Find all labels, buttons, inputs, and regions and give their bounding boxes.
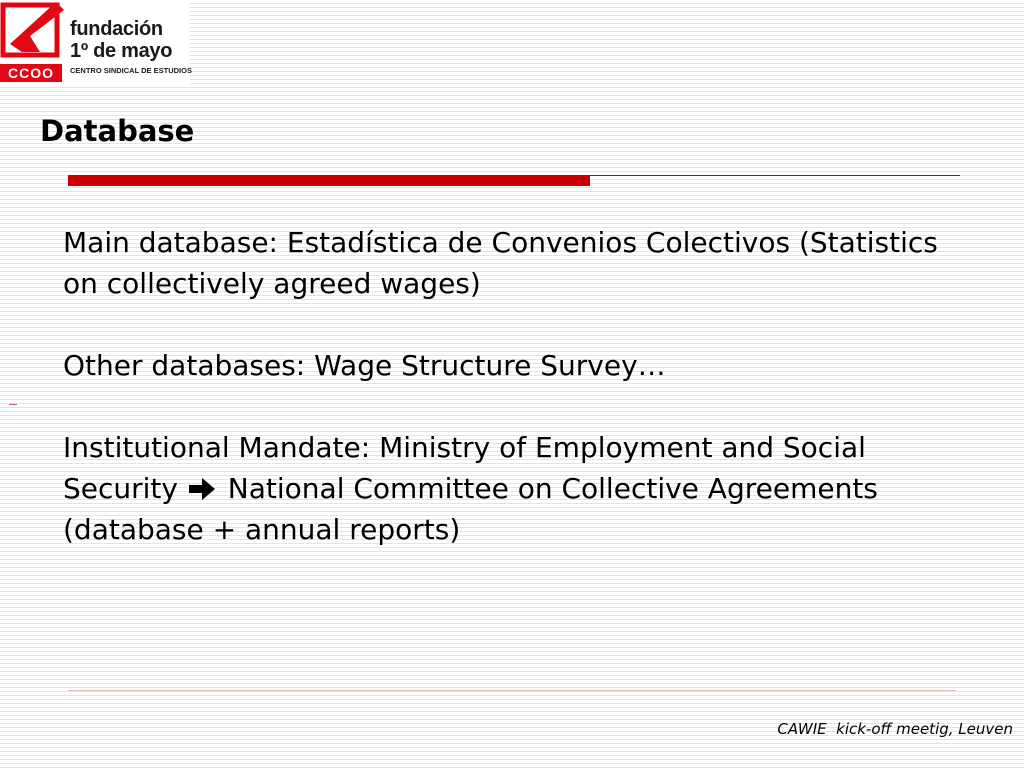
logo-line-2: 1º de mayo bbox=[70, 40, 173, 62]
title-accent-bar bbox=[68, 175, 590, 186]
arrow-right-icon bbox=[189, 478, 215, 500]
side-marker bbox=[9, 404, 17, 405]
paragraph-main-database: Main database: Estadística de Convenios Colectivos (Statistics on collectively agreed wages) bbox=[63, 226, 938, 300]
paragraph-other-databases: Other databases: Wage Structure Survey… bbox=[63, 349, 666, 382]
mandate-text-before: Institutional Mandate: Ministry of Employment and Social Security bbox=[63, 431, 866, 505]
footer-caption: CAWIE kick-off meetig, Leuven bbox=[777, 720, 1013, 738]
footer-divider-line bbox=[68, 690, 956, 691]
slide-title: Database bbox=[40, 114, 195, 148]
ccoo-logo-mark bbox=[0, 0, 64, 84]
logo-emblem-text: CCOO bbox=[8, 65, 54, 81]
organization-logo bbox=[0, 0, 190, 84]
mandate-text-after: National Committee on Collective Agreements (database + annual reports) bbox=[63, 472, 878, 546]
logo-subtitle: CENTRO SINDICAL DE ESTUDIOS bbox=[70, 66, 192, 75]
paragraph-institutional-mandate bbox=[63, 427, 968, 550]
title-divider-line bbox=[590, 175, 960, 176]
logo-line-1: fundación bbox=[70, 18, 163, 40]
slide-body bbox=[63, 222, 968, 591]
